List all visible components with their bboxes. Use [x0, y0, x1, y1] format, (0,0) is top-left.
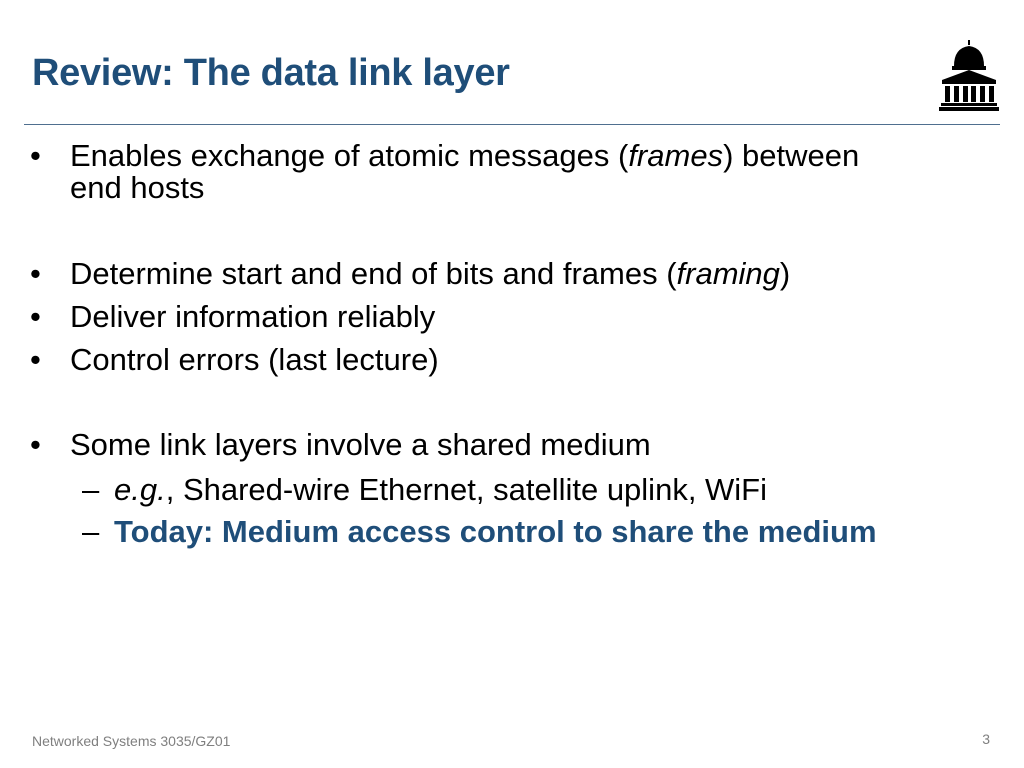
sub-bullet-emphasis: e.g. — [114, 472, 166, 507]
bullet-text — [70, 257, 790, 290]
bullet-text — [70, 139, 859, 172]
bullet-marker: • — [30, 342, 41, 377]
sub-bullet-text-part: , Shared-wire Ethernet, satellite uplink, WiFi — [165, 472, 768, 507]
bullet-text: Some link layers involve a shared medium — [70, 427, 651, 462]
sub-bullet-marker: – — [82, 472, 100, 507]
bullet-marker: • — [30, 427, 41, 462]
bullet-text-part: Determine start and end of bits and frames ( — [70, 256, 677, 291]
sub-bullet-marker: – — [82, 514, 100, 549]
bullet-marker: • — [30, 138, 41, 173]
bullet-text-continuation: end hosts — [70, 170, 205, 205]
slide-number: 3 — [982, 731, 990, 747]
sub-bullet-highlight-text: Today: Medium access control to share the medium — [114, 514, 877, 549]
bullet-text: Deliver information reliably — [70, 299, 436, 334]
bullet-emphasis: framing — [676, 256, 780, 291]
bullet-marker: • — [30, 299, 41, 334]
bullet-text-part: ) — [779, 256, 791, 291]
bullet-marker: • — [30, 256, 41, 291]
sub-bullet-text — [114, 473, 767, 506]
footer-course-label: Networked Systems 3035/GZ01 — [32, 733, 231, 749]
bullet-text-part: Enables exchange of atomic messages ( — [70, 138, 629, 173]
bullet-emphasis: frames — [628, 138, 724, 173]
bullet-text-part: ) between — [723, 138, 860, 173]
slide-title: Review: The data link layer — [32, 52, 510, 94]
bullet-text: Control errors (last lecture) — [70, 342, 439, 377]
